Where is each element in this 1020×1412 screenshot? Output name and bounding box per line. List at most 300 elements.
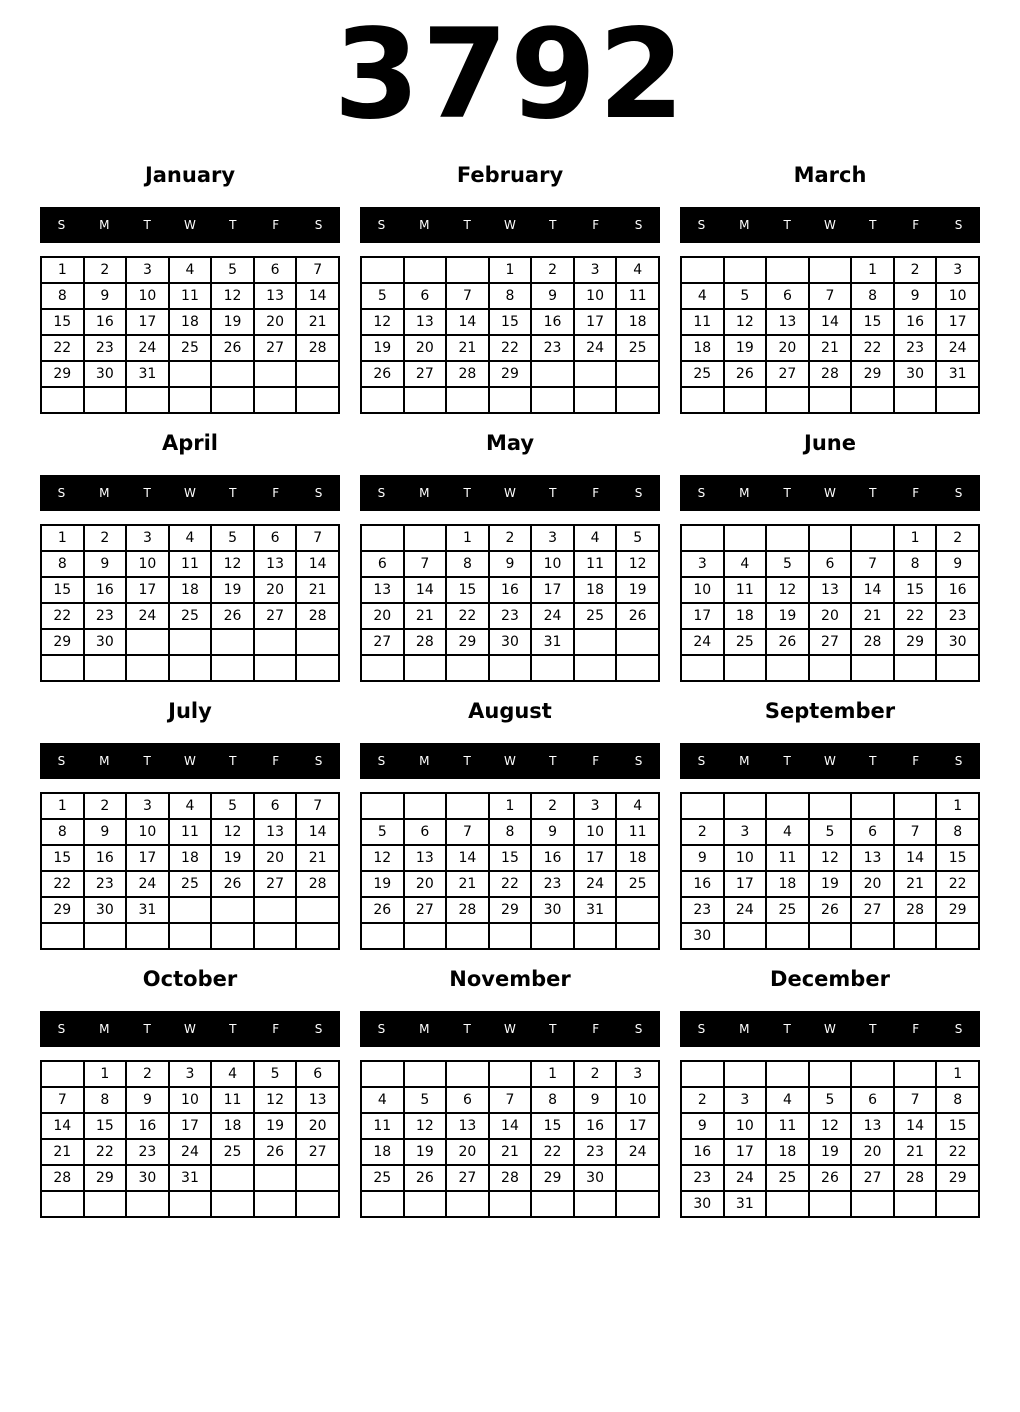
day-cell: 10	[169, 1087, 212, 1113]
day-cell: 10	[531, 551, 574, 577]
day-cell: 11	[169, 283, 212, 309]
day-cell: 8	[489, 819, 532, 845]
week-row	[361, 551, 659, 577]
day-cell: 31	[126, 897, 169, 923]
empty-day-cell	[169, 1191, 212, 1217]
day-cell: 28	[851, 629, 894, 655]
day-cell: 4	[361, 1087, 404, 1113]
day-cell: 12	[404, 1113, 447, 1139]
week-row	[41, 655, 339, 681]
month-block-may	[360, 430, 660, 682]
day-cell: 19	[809, 1139, 852, 1165]
day-cell: 14	[851, 577, 894, 603]
day-cell: 20	[446, 1139, 489, 1165]
week-row	[361, 525, 659, 551]
empty-day-cell	[809, 525, 852, 551]
empty-day-cell	[404, 923, 447, 949]
day-cell: 13	[766, 309, 809, 335]
weekday-label: S	[634, 754, 643, 768]
weekday-header-row	[40, 207, 340, 243]
week-row	[361, 257, 659, 283]
weekday-label: F	[272, 218, 280, 232]
month-title: November	[449, 967, 571, 991]
empty-day-cell	[851, 923, 894, 949]
day-cell: 30	[574, 1165, 617, 1191]
day-cell: 10	[574, 819, 617, 845]
empty-day-cell	[681, 1061, 724, 1087]
day-cell: 24	[936, 335, 979, 361]
weekday-label: S	[314, 486, 323, 500]
empty-day-cell	[404, 1191, 447, 1217]
empty-day-cell	[169, 629, 212, 655]
day-cell: 3	[169, 1061, 212, 1087]
day-cell: 24	[724, 1165, 767, 1191]
day-cell: 10	[126, 819, 169, 845]
day-cell: 24	[681, 629, 724, 655]
weekday-label: S	[314, 218, 323, 232]
day-cell: 9	[531, 283, 574, 309]
day-cell: 29	[84, 1165, 127, 1191]
day-cell: 14	[296, 283, 339, 309]
day-cell: 18	[169, 845, 212, 871]
day-cell: 4	[169, 793, 212, 819]
day-cell: 20	[296, 1113, 339, 1139]
day-cell: 30	[489, 629, 532, 655]
week-row	[361, 845, 659, 871]
day-cell: 3	[724, 819, 767, 845]
day-cell: 6	[404, 819, 447, 845]
day-cell: 14	[894, 845, 937, 871]
day-cell: 5	[211, 257, 254, 283]
empty-day-cell	[41, 655, 84, 681]
day-cell: 2	[531, 793, 574, 819]
empty-day-cell	[84, 655, 127, 681]
weekday-label: S	[634, 486, 643, 500]
day-cell: 3	[681, 551, 724, 577]
week-row	[41, 871, 339, 897]
day-cell: 6	[254, 525, 297, 551]
empty-day-cell	[574, 387, 617, 413]
day-cell: 20	[766, 335, 809, 361]
day-cell: 21	[851, 603, 894, 629]
empty-day-cell	[169, 387, 212, 413]
weekday-label: S	[57, 218, 66, 232]
empty-day-cell	[681, 655, 724, 681]
empty-day-cell	[809, 655, 852, 681]
day-cell: 16	[681, 871, 724, 897]
empty-day-cell	[616, 1165, 659, 1191]
day-cell: 16	[681, 1139, 724, 1165]
calendar-grid	[0, 162, 1020, 1218]
weekday-label: F	[272, 486, 280, 500]
week-row	[681, 1191, 979, 1217]
empty-day-cell	[361, 525, 404, 551]
week-row	[41, 793, 339, 819]
day-cell: 11	[169, 819, 212, 845]
day-cell: 21	[404, 603, 447, 629]
weekday-header-row	[360, 743, 660, 779]
day-cell: 11	[766, 845, 809, 871]
day-cell: 25	[169, 603, 212, 629]
day-cell: 10	[616, 1087, 659, 1113]
day-cell: 22	[446, 603, 489, 629]
day-cell: 15	[936, 1113, 979, 1139]
day-cell: 1	[41, 525, 84, 551]
week-row	[681, 387, 979, 413]
month-block-november	[360, 966, 660, 1218]
day-cell: 30	[936, 629, 979, 655]
day-cell: 2	[936, 525, 979, 551]
day-cell: 15	[84, 1113, 127, 1139]
day-cell: 27	[361, 629, 404, 655]
day-cell: 28	[489, 1165, 532, 1191]
empty-day-cell	[361, 1191, 404, 1217]
day-cell: 26	[211, 603, 254, 629]
empty-day-cell	[84, 923, 127, 949]
day-cell: 2	[84, 793, 127, 819]
day-cell: 25	[766, 897, 809, 923]
day-cell: 14	[894, 1113, 937, 1139]
day-grid	[680, 256, 980, 414]
day-cell: 20	[851, 1139, 894, 1165]
empty-day-cell	[361, 387, 404, 413]
day-cell: 12	[616, 551, 659, 577]
day-cell: 17	[531, 577, 574, 603]
week-row	[361, 361, 659, 387]
month-title: July	[168, 699, 212, 723]
weekday-label: M	[419, 486, 430, 500]
day-cell: 6	[254, 257, 297, 283]
empty-day-cell	[616, 361, 659, 387]
week-row	[361, 871, 659, 897]
day-cell: 7	[489, 1087, 532, 1113]
month-block-october	[40, 966, 340, 1218]
day-cell: 10	[681, 577, 724, 603]
day-grid	[680, 1060, 980, 1218]
day-cell: 9	[489, 551, 532, 577]
day-cell: 3	[126, 257, 169, 283]
day-cell: 8	[41, 819, 84, 845]
day-cell: 1	[489, 793, 532, 819]
week-row	[361, 1113, 659, 1139]
day-cell: 7	[296, 525, 339, 551]
day-cell: 9	[126, 1087, 169, 1113]
day-cell: 4	[169, 525, 212, 551]
day-cell: 2	[681, 1087, 724, 1113]
weekday-label: T	[229, 486, 237, 500]
month-block-february	[360, 162, 660, 414]
day-cell: 28	[446, 361, 489, 387]
empty-day-cell	[681, 793, 724, 819]
day-cell: 25	[724, 629, 767, 655]
day-cell: 12	[211, 283, 254, 309]
day-cell: 12	[361, 309, 404, 335]
day-cell: 16	[531, 845, 574, 871]
day-cell: 17	[574, 845, 617, 871]
weekday-label: T	[463, 486, 471, 500]
weekday-label: S	[377, 1022, 386, 1036]
month-block-august	[360, 698, 660, 950]
day-cell: 22	[531, 1139, 574, 1165]
day-cell: 8	[894, 551, 937, 577]
week-row	[681, 335, 979, 361]
empty-day-cell	[616, 629, 659, 655]
week-row	[681, 1061, 979, 1087]
weekday-label: S	[377, 486, 386, 500]
empty-day-cell	[254, 897, 297, 923]
empty-day-cell	[169, 655, 212, 681]
week-row	[361, 1087, 659, 1113]
day-cell: 18	[616, 845, 659, 871]
day-cell: 29	[894, 629, 937, 655]
day-cell: 23	[84, 603, 127, 629]
weekday-label: S	[377, 754, 386, 768]
day-cell: 8	[41, 551, 84, 577]
day-cell: 7	[851, 551, 894, 577]
empty-day-cell	[361, 655, 404, 681]
day-cell: 11	[616, 819, 659, 845]
day-cell: 26	[361, 361, 404, 387]
day-cell: 31	[936, 361, 979, 387]
month-block-september	[680, 698, 980, 950]
day-cell: 25	[361, 1165, 404, 1191]
week-row	[361, 283, 659, 309]
day-cell: 19	[766, 603, 809, 629]
day-cell: 26	[809, 897, 852, 923]
day-cell: 12	[809, 1113, 852, 1139]
day-grid	[40, 256, 340, 414]
empty-day-cell	[211, 897, 254, 923]
empty-day-cell	[446, 793, 489, 819]
day-cell: 23	[681, 1165, 724, 1191]
day-cell: 3	[126, 525, 169, 551]
day-cell: 6	[766, 283, 809, 309]
week-row	[41, 387, 339, 413]
empty-day-cell	[254, 923, 297, 949]
weekday-label: T	[463, 1022, 471, 1036]
empty-day-cell	[681, 257, 724, 283]
day-cell: 17	[724, 871, 767, 897]
empty-day-cell	[489, 1191, 532, 1217]
day-cell: 13	[446, 1113, 489, 1139]
day-cell: 24	[126, 871, 169, 897]
day-cell: 9	[894, 283, 937, 309]
empty-day-cell	[211, 1165, 254, 1191]
week-row	[361, 629, 659, 655]
day-cell: 7	[894, 1087, 937, 1113]
day-cell: 4	[724, 551, 767, 577]
week-row	[41, 603, 339, 629]
day-cell: 12	[809, 845, 852, 871]
day-cell: 12	[766, 577, 809, 603]
empty-day-cell	[936, 387, 979, 413]
day-cell: 9	[574, 1087, 617, 1113]
day-cell: 29	[936, 897, 979, 923]
weekday-label: W	[824, 1022, 836, 1036]
weekday-label: M	[99, 754, 110, 768]
day-cell: 5	[724, 283, 767, 309]
day-cell: 16	[531, 309, 574, 335]
day-cell: 7	[446, 283, 489, 309]
day-cell: 26	[616, 603, 659, 629]
weekday-label: M	[739, 486, 750, 500]
day-cell: 14	[446, 845, 489, 871]
day-cell: 18	[211, 1113, 254, 1139]
weekday-label: F	[592, 754, 600, 768]
day-cell: 13	[851, 845, 894, 871]
empty-day-cell	[41, 387, 84, 413]
day-cell: 24	[574, 871, 617, 897]
day-grid	[680, 524, 980, 682]
empty-day-cell	[446, 655, 489, 681]
week-row	[41, 1087, 339, 1113]
day-cell: 21	[809, 335, 852, 361]
day-cell: 25	[681, 361, 724, 387]
empty-day-cell	[894, 923, 937, 949]
week-row	[361, 1165, 659, 1191]
day-cell: 28	[296, 335, 339, 361]
day-cell: 18	[724, 603, 767, 629]
day-cell: 19	[616, 577, 659, 603]
day-cell: 25	[616, 335, 659, 361]
week-row	[361, 387, 659, 413]
empty-day-cell	[211, 629, 254, 655]
day-cell: 5	[809, 1087, 852, 1113]
weekday-label: S	[57, 486, 66, 500]
weekday-label: T	[783, 486, 791, 500]
day-cell: 9	[681, 845, 724, 871]
day-cell: 31	[126, 361, 169, 387]
day-cell: 21	[41, 1139, 84, 1165]
day-cell: 18	[766, 1139, 809, 1165]
day-cell: 15	[41, 577, 84, 603]
empty-day-cell	[894, 1061, 937, 1087]
day-cell: 12	[361, 845, 404, 871]
weekday-label: S	[634, 218, 643, 232]
day-cell: 17	[169, 1113, 212, 1139]
weekday-header-row	[40, 475, 340, 511]
day-cell: 16	[84, 309, 127, 335]
empty-day-cell	[296, 923, 339, 949]
day-cell: 23	[936, 603, 979, 629]
day-cell: 20	[404, 335, 447, 361]
weekday-label: M	[419, 218, 430, 232]
weekday-label: T	[549, 754, 557, 768]
empty-day-cell	[254, 629, 297, 655]
day-cell: 2	[84, 525, 127, 551]
day-cell: 24	[724, 897, 767, 923]
day-cell: 28	[894, 897, 937, 923]
week-row	[681, 603, 979, 629]
day-cell: 5	[361, 283, 404, 309]
day-cell: 3	[574, 257, 617, 283]
weekday-label: W	[504, 486, 516, 500]
day-cell: 5	[809, 819, 852, 845]
empty-day-cell	[724, 387, 767, 413]
empty-day-cell	[211, 1191, 254, 1217]
day-cell: 1	[41, 793, 84, 819]
empty-day-cell	[211, 361, 254, 387]
day-cell: 27	[851, 897, 894, 923]
empty-day-cell	[254, 1165, 297, 1191]
empty-day-cell	[404, 655, 447, 681]
empty-day-cell	[681, 525, 724, 551]
weekday-label: W	[504, 754, 516, 768]
empty-day-cell	[724, 655, 767, 681]
day-cell: 18	[616, 309, 659, 335]
month-title: March	[793, 163, 867, 187]
day-cell: 30	[84, 361, 127, 387]
empty-day-cell	[296, 897, 339, 923]
weekday-label: S	[697, 486, 706, 500]
week-row	[41, 1139, 339, 1165]
day-cell: 3	[724, 1087, 767, 1113]
weekday-label: W	[504, 218, 516, 232]
empty-day-cell	[766, 793, 809, 819]
week-row	[41, 1113, 339, 1139]
week-row	[41, 819, 339, 845]
day-cell: 15	[531, 1113, 574, 1139]
weekday-label: F	[912, 754, 920, 768]
day-cell: 11	[169, 551, 212, 577]
day-cell: 16	[936, 577, 979, 603]
weekday-label: W	[184, 754, 196, 768]
day-grid	[680, 792, 980, 950]
day-cell: 31	[531, 629, 574, 655]
empty-day-cell	[446, 387, 489, 413]
empty-day-cell	[446, 1191, 489, 1217]
weekday-label: S	[57, 1022, 66, 1036]
empty-day-cell	[894, 387, 937, 413]
day-cell: 28	[404, 629, 447, 655]
day-cell: 3	[936, 257, 979, 283]
day-cell: 6	[446, 1087, 489, 1113]
day-cell: 9	[84, 551, 127, 577]
empty-day-cell	[296, 629, 339, 655]
empty-day-cell	[894, 793, 937, 819]
weekday-header-row	[360, 207, 660, 243]
weekday-label: T	[229, 754, 237, 768]
empty-day-cell	[724, 1061, 767, 1087]
weekday-label: M	[419, 754, 430, 768]
week-row	[41, 525, 339, 551]
day-cell: 30	[681, 1191, 724, 1217]
day-cell: 14	[809, 309, 852, 335]
day-cell: 7	[41, 1087, 84, 1113]
week-row	[361, 923, 659, 949]
weekday-label: S	[954, 754, 963, 768]
day-cell: 6	[296, 1061, 339, 1087]
weekday-label: S	[634, 1022, 643, 1036]
empty-day-cell	[41, 1191, 84, 1217]
day-cell: 7	[894, 819, 937, 845]
empty-day-cell	[254, 361, 297, 387]
day-cell: 12	[724, 309, 767, 335]
day-cell: 30	[84, 897, 127, 923]
empty-day-cell	[681, 387, 724, 413]
day-cell: 1	[894, 525, 937, 551]
day-cell: 26	[809, 1165, 852, 1191]
empty-day-cell	[296, 1165, 339, 1191]
day-cell: 22	[936, 1139, 979, 1165]
weekday-label: S	[314, 754, 323, 768]
day-cell: 31	[169, 1165, 212, 1191]
day-cell: 1	[936, 793, 979, 819]
month-block-july	[40, 698, 340, 950]
day-cell: 8	[84, 1087, 127, 1113]
day-cell: 14	[41, 1113, 84, 1139]
empty-day-cell	[254, 655, 297, 681]
